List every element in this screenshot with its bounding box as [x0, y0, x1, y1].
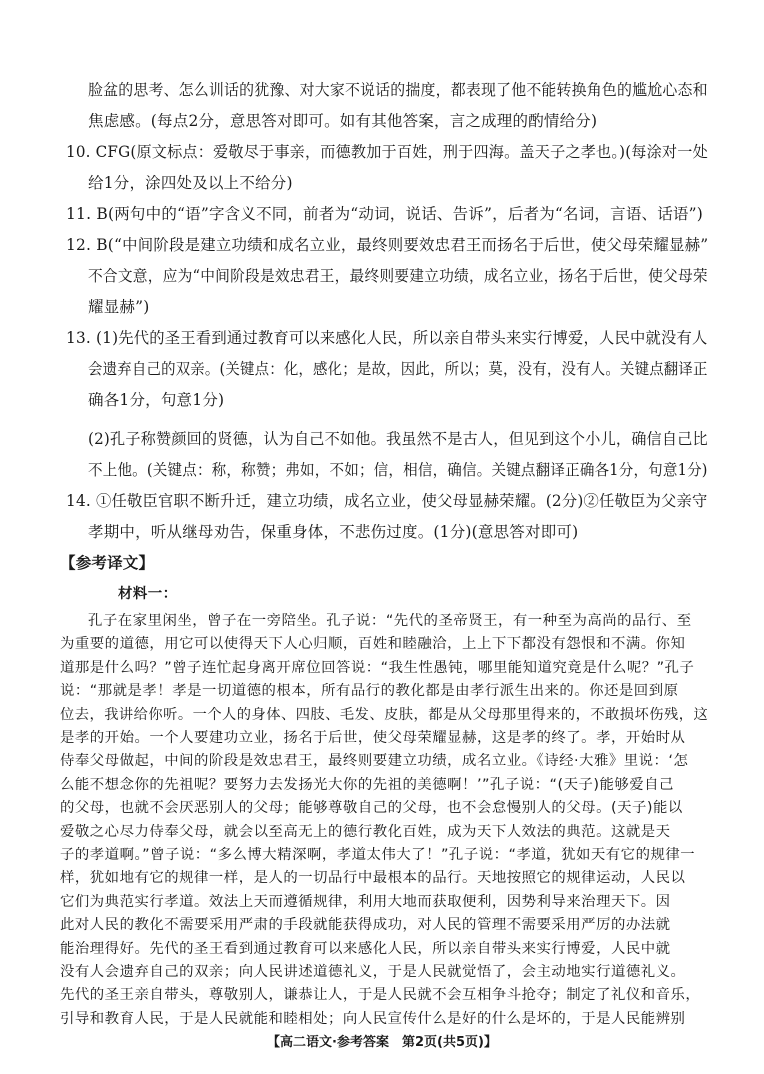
translation-line: 它们为典范实行孝道。效法上天而遵循规律，利用大地而获取便利，因势利导来治理天下。因: [60, 893, 671, 910]
answer-line: 13. (1)先代的圣王看到通过教育可以来感化人民，所以亲自带头来实行博爱，人民中就没有人: [66, 329, 708, 347]
translation-line: 侍奉父母做起，中间的阶段是效忠君王，最终则要建立功绩，成名立业。《诗经·大雅》里说：‘怎: [60, 753, 689, 770]
answer-line: 孝期中，听从继母劝告，保重身体，不悲伤过度。(1分)(意思答对即可): [88, 523, 579, 541]
page-footer: 【高二语文·参考答案 第2页(共5页)】: [267, 1035, 497, 1050]
translation-line: 是孝的开始。一个人要建功立业，扬名于后世，使父母荣耀显赫，这是孝的终了。孝，开始时从: [60, 730, 686, 746]
material-label: 材料一：: [118, 586, 178, 602]
translation-line: 道那是什么吗？”曾子连忙起身离开席位回答说：“我生性愚钝，哪里能知道究竟是什么呢？”孔子: [60, 659, 695, 676]
translation-line: 没有人会遗弃自己的双亲；向人民讲述道德礼义，于是人民就觉悟了，会主动地实行道德礼义。: [60, 964, 686, 980]
translation-line: 先代的圣王亲自带头，尊敬别人，谦恭让人，于是人民就不会互相争斗抢夺；制定了礼仪和音乐，: [60, 987, 701, 1004]
translation-line: 为重要的道德，用它可以使得天下人心归顺，百姓和睦融洽，上上下下都没有怨恨和不满。你知: [60, 636, 686, 653]
answer-line: 14. ①任敬臣官职不断升迁，建立功绩，成名立业，使父母显赫荣耀。(2分)②任敬臣为父亲守: [66, 492, 708, 510]
translation-line: 此对人民的教化不需要采用严肃的手段就能获得成功，对人民的管理不需要采用严厉的办法就: [60, 917, 671, 934]
translation-line: 引导和教育人民，于是人民就能和睦相处；向人民宣传什么是好的什么是坏的，于是人民能辨别: [60, 1010, 686, 1027]
answer-line: 焦虑感。(每点2分，意思答对即可。如有其他答案，言之成理的酌情给分): [88, 112, 598, 130]
answer-line: 10. CFG(原文标点：爱敬尽于事亲，而德教加于百姓，刑于四海。盖天子之孝也。)(每涂对一处: [66, 143, 708, 161]
answer-line: 不上他。(关键点：称，称赞；弗如，不如；信，相信，确信。关键点翻译正确各1分，句意1分): [88, 461, 708, 479]
translation-line: 么能不想念你的先祖呢？要努力去发扬光大你的先祖的美德啊！’”孔子说：“(天子)能够爱自己: [60, 776, 674, 793]
answer-line: 会遗弃自己的双亲。(关键点：化，感化；是故，因此，所以；莫，没有，没有人。关键点翻译正: [88, 360, 708, 378]
translation-line: 的父母，也就不会厌恶别人的父母；能够尊敬自己的父母，也不会怠慢别人的父母。(天子)能以: [60, 800, 683, 817]
translation-line: 子的孝道啊。”曾子说：“多么博大精深啊，孝道太伟大了！”孔子说：“孝道，犹如天有它的规律一: [60, 847, 696, 863]
section-title: 【参考译文】: [60, 553, 155, 572]
translation-line: 位去，我讲给你听。一个人的身体、四肢、毛发、皮肤，都是从父母那里得来的，不敢损坏伤残，这: [60, 706, 709, 723]
translation-line: 能治理得好。先代的圣王看到通过教育可以来感化人民，所以亲自带头来实行博爱，人民中就: [60, 940, 671, 957]
answer-line: 12. B(“中间阶段是建立功绩和成名立业，最终则要效忠君王而扬名于后世，使父母荣耀显赫”: [66, 236, 709, 254]
translation-line: 样，犹如地有它的规律一样，是人的一切品行中最根本的品行。天地按照它的规律运动，人民以: [60, 870, 686, 887]
translation-line: 说：“那就是孝！孝是一切道德的根本，所有品行的教化都是由孝行派生出来的。你还是回到原: [60, 683, 679, 700]
answer-line: 耀显赫”): [88, 298, 150, 316]
answer-line: 11. B(两句中的“语”字含义不同，前者为“动词，说话、告诉”，后者为“名词，言语、话语”): [66, 205, 704, 223]
answer-line: 不合文意，应为“中间阶段是效忠君王，最终则要建立功绩，成名立业，扬名于后世，使父母荣: [88, 267, 708, 285]
answer-line: 脸盆的思考、怎么训话的犹豫、对大家不说话的揣度，都表现了他不能转换角色的尴尬心态和: [88, 81, 708, 99]
answer-line: 确各1分，句意1分): [88, 391, 225, 409]
translation-line: 爱敬之心尽力侍奉父母，就会以至高无上的德行教化百姓，成为天下人效法的典范。这就是天: [60, 823, 671, 840]
translation-line: 孔子在家里闲坐，曾子在一旁陪坐。孔子说：“先代的圣帝贤王，有一种至为高尚的品行、至: [88, 613, 692, 629]
answer-line: 给1分，涂四处及以上不给分): [88, 174, 293, 192]
answer-line: (2)孔子称赞颜回的贤德，认为自己不如他。我虽然不是古人，但见到这个小儿，确信自己比: [88, 430, 708, 448]
